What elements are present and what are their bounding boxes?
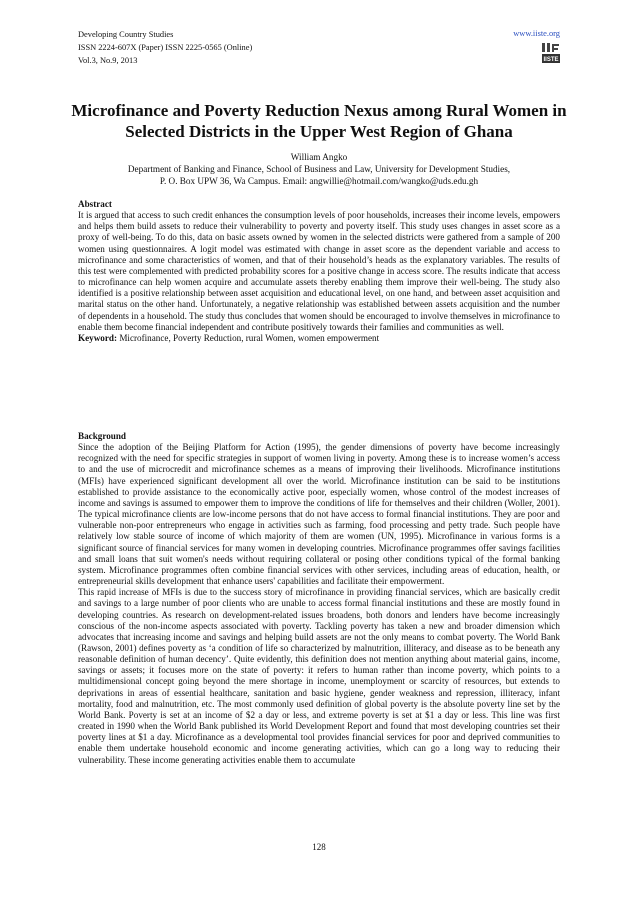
author-name: William Angko: [290, 152, 348, 162]
journal-name: Developing Country Studies: [78, 30, 174, 39]
author-block: [58, 151, 580, 188]
author-address: P. O. Box UPW 36, Wa Campus. Email: angwillie@hotmail.com/wangko@uds.edu.gh: [159, 176, 479, 187]
svg-text:IISTE: IISTE: [543, 57, 559, 63]
abstract-heading: Abstract: [78, 199, 112, 209]
page-number: 128: [312, 842, 326, 852]
iiste-logo-icon: [541, 42, 561, 64]
paper-title: Microfinance and Poverty Reduction Nexus among Rural Women in Selected Districts in the Upper West Region of Ghana: [71, 101, 567, 141]
background-paragraph-1: Since the adoption of the Beijing Platform for Action (1995), the gender dimensions of poverty have become increasingly recognized with the need for specific strategies in support of women living in poverty. Among these is to increase women’s access to and the use of microcredit and microfinance schemes as a means of improving their livelihoods. Microfinance institutions (MFIs) have experienced significant development all over the world. Microfinance institution can be said to be institutions established to provide assistance to the economically active poor, especially women, whose control of the modest increases of income and savings is assumed to empower them to improve the conditions of life for themselves and their children (Woller, 2001). The typical microfinance clients are low-income persons that do not have access to formal financial institutions. They are poor and vulnerable non-poor entrepreneurs who engage in activities such as farming, food processing and petty trade. Such people have relatively low stable source of income of which majority of them are women (UN, 1995). Microfinance in various forms is a significant source of financial services for many women in developing countries. Microfinance programmes offer savings facilities and small loans that suit women's needs without requiring collateral or posing other conditions typical of the formal banking system. Microfinance programmes often combine financial services with other services, including areas of education, health, or entrepreneurial skills development that enhance users' capabilities and facilitate their empowerment.: [78, 442, 560, 587]
background-heading: Background: [78, 431, 127, 441]
keywords-text: Microfinance, Poverty Reduction, rural Women, women empowerment: [119, 332, 380, 343]
journal-url-link[interactable]: www.iiste.org: [513, 29, 560, 38]
author-affiliation: Department of Banking and Finance, School of Business and Law, University for Development Studies,: [127, 164, 511, 175]
keywords-line: [78, 333, 560, 344]
abstract-text: It is argued that access to such credit enhances the consumption levels of poor households, increases their income levels, empowers and helps them build assets to reduce their vulnerability to poverty and poverty itself. This study uses changes in asset score as a proxy of well-being. To do this, data on basic assets owned by women in the selected districts were gathered from a sample of 200 women using questionnaires. A logit model was estimated with change in asset score as the dependent variable and access to microfinance and some characteristics of women, and that of their household’s heads as the explanatory variables. The results of this test were complemented with predicted probability scores for a positive change in access score. The results indicate that access to microfinance can help women acquire and accumulate assets thereby enabling them improve their well-being. The study also identified is a positive relationship between asset acquisition and educational level, on one hand, and between asset acquisition and marital status on the other hand. Unfortunately, a negative relationship was established between assets acquisition and the number of dependents in a household. The study thus concludes that women should be encouraged to involve themselves in microfinance to enable them become financial independent and contribute positively towards their families and communities as well.: [78, 210, 560, 332]
abstract-section: [78, 199, 560, 344]
keywords-label: Keyword:: [78, 332, 118, 343]
volume-line: Vol.3, No.9, 2013: [78, 56, 138, 65]
background-section: [78, 431, 560, 766]
issn-line: ISSN 2224-607X (Paper) ISSN 2225-0565 (Online): [78, 43, 253, 52]
background-paragraph-2: This rapid increase of MFIs is due to the success story of microfinance in providing financial services, which are basically credit and savings to a large number of poor clients who are unable to access formal financial institutions and these are mostly found in developing countries. As research on development-related issues broadens, both donors and lenders have become increasingly conscious of the non-income aspects associated with poverty. Tackling poverty has taken a new and broader dimension which advocates that increasing income and savings and helping build assets are not the only means to combat poverty. The World Bank (Rawson, 2001) defines poverty as ‘a condition of life so characterized by malnutrition, illiteracy, and disease as to be beneath any reasonable definition of human decency’. Quite evidently, this definition does not mention anything about material gains, income, savings or assets; it focuses more on the state of poverty: it refers to human rather than income poverty, which points to a multidimensional concept going beyond the mere shortage in income, unemployment or scarcity of resources, but extends to deprivations in areas of essential healthcare, sanitation and basic hygiene, gender weakness and repression, illiteracy, infant mortality, food and malnutrition, etc. The most commonly used definition of global poverty is the absolute poverty line set by the World Bank. Poverty is set at an income of $2 a day or less, and extreme poverty is set at $1 a day or less. This line was first created in 1990 when the World Bank published its World Development Report and found that most developing countries set their poverty lines at $1 a day. Microfinance as a developmental tool provides financial services for poor and deprived communities to enable them undertake household economic and income generating activities, which can go a long way to reducing their vulnerability. These income generating activities enable them to accumulate: [78, 587, 560, 765]
